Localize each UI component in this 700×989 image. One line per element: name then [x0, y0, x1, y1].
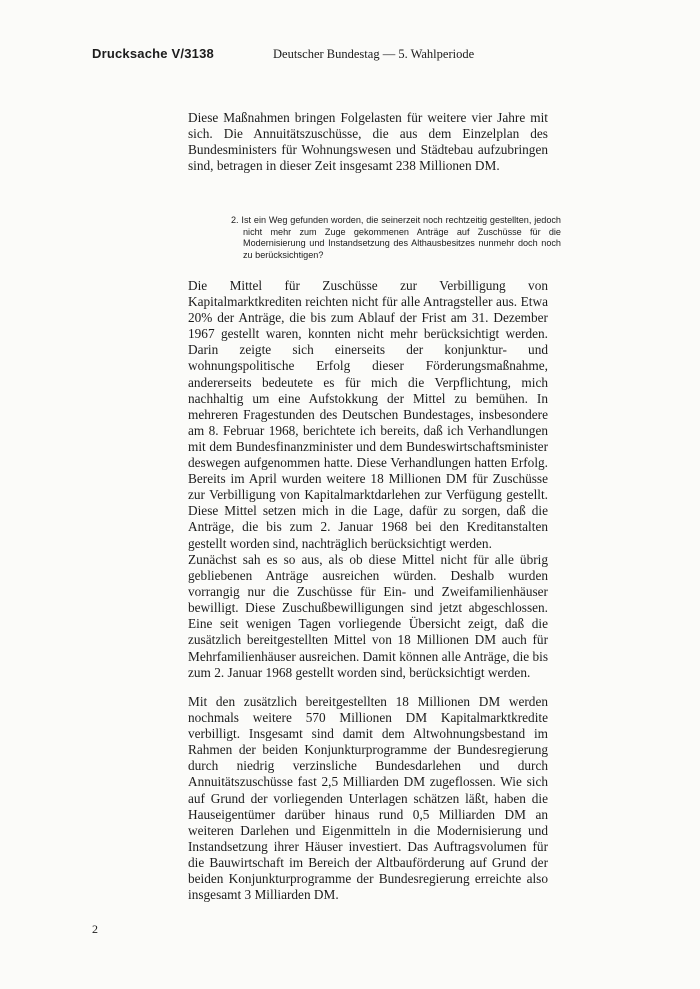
- paragraph-intro: Diese Maßnahmen bringen Folgelasten für weitere vier Jahre mit sich. Die Annuitätszuschüsse, die aus dem Einzelplan des Bundesministers für Wohnungswesen und Städtebau aufzubringen sind, betragen in dieser Zeit insgesamt 238 Millionen DM.: [188, 110, 548, 174]
- running-header-title: Deutscher Bundestag — 5. Wahlperiode: [273, 47, 475, 61]
- paragraph-answer-1: Die Mittel für Zuschüsse zur Verbilligung von Kapitalmarktkrediten reichten nicht für alle Antragsteller aus. Etwa 20% der Anträge, die bis zum Ablauf der Frist am 31. Dezember 1967 gestellt waren, konnten nicht mehr berücksichtigt werden. Darin zeigte sich einerseits der konjunktur- und wohnungspolitische Erfolg dieser Förderungsmaßnahme, andererseits bedeutete es für mich die Verpflichtung, mich nachhaltig um eine Aufstokkung der Mittel zu bemühen. In mehreren Fragestunden des Deutschen Bundestages, insbesondere am 8. Februar 1968, berichtete ich bereits, daß ich Verhandlungen mit dem Bundesfinanzminister und dem Bundeswirtschaftsminister deswegen aufgenommen hatte. Diese Verhandlungen hatten Erfolg. Bereits im April wurden weitere 18 Millionen DM für Zuschüsse zur Verbilligung von Kapitalmarktdarlehen zur Verfügung gestellt. Diese Mittel setzen mich in die Lage, dafür zu sorgen, daß die Anträge, die bis zum 2. Januar 1968 bei den Kreditanstalten gestellt worden sind, nachträglich berücksichtigt werden.: [188, 278, 548, 551]
- document-reference: Drucksache V/3138: [92, 46, 214, 61]
- paragraph-answer-3: Mit den zusätzlich bereitgestellten 18 Millionen DM werden nochmals weitere 570 Millionen DM Kapitalmarktkredite verbilligt. Insgesamt sind damit dem Altwohnungsbestand im Rahmen der beiden Konjunkturprogramme der Bundesregierung durch niedrig verzinsliche Bundesdarlehen und durch Annuitätszuschüsse fast 2,5 Milliarden DM zugeflossen. Wie sich auf Grund der vorliegenden Unterlagen schätzen läßt, haben die Hauseigentümer darüber hinaus rund 0,5 Milliarden DM an weiteren Darlehen und Eigenmitteln in die Modernisierung und Instandsetzung ihrer Häuser investiert. Das Auftragsvolumen für die Bauwirtschaft im Bereich der Altbauförderung auf Grund der beiden Konjunkturprogramme der Bundesregierung erreichte also insgesamt 3 Milliarden DM.: [188, 694, 548, 903]
- page-number: 2: [92, 922, 98, 936]
- question-text: 2. Ist ein Weg gefunden worden, die seinerzeit noch rechtzeitig gestellten, jedoch nicht mehr zum Zuge gekommenen Anträge auf Zuschüsse für die Modernisierung und Instandsetzung des Althausbesitzes nunmehr doch noch zu berücksichtigen?: [231, 215, 561, 260]
- paragraph-answer-2: Zunächst sah es so aus, als ob diese Mittel nicht für alle übrig gebliebenen Anträge ausreichen würden. Deshalb wurden vorrangig nur die Zuschüsse für Ein- und Zweifamilienhäuser bewilligt. Diese Zuschußbewilligungen sind jetzt abgeschlossen. Eine seit wenigen Tagen vorliegende Übersicht zeigt, daß die zusätzlich bereitgestellten Mittel von 18 Millionen DM auch für Mehrfamilienhäuser ausreichen. Damit können alle Anträge, die bis zum 2. Januar 1968 gestellt worden sind, berücksichtigt werden.: [188, 552, 549, 680]
